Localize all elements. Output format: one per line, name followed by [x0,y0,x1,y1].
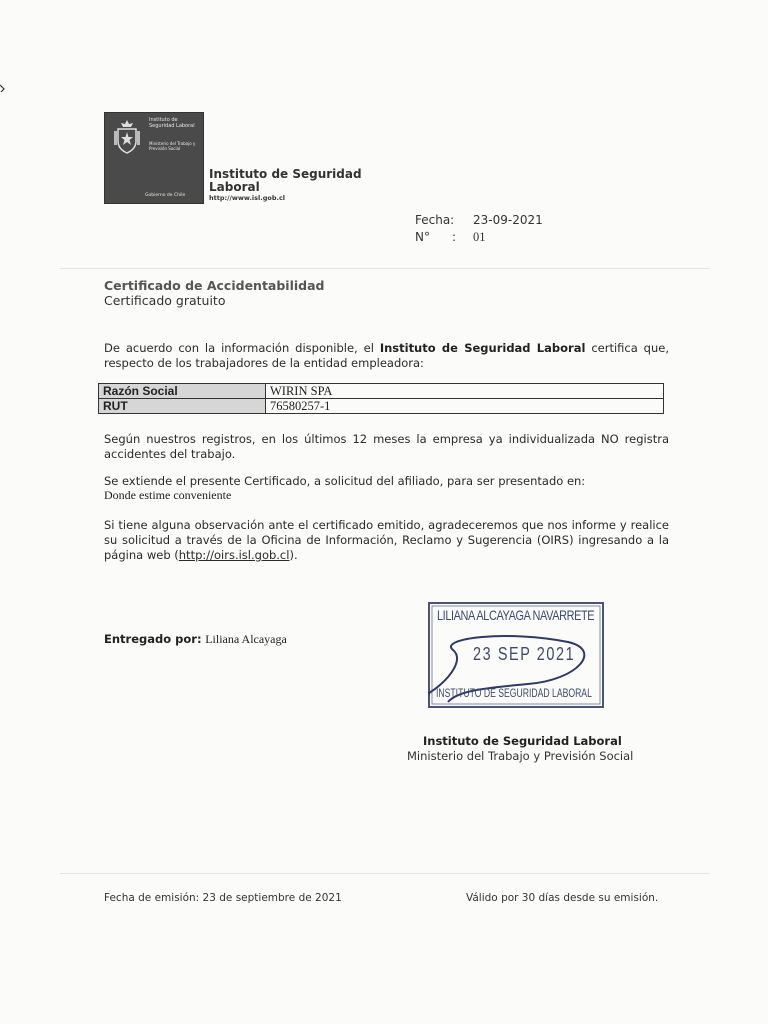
numero-sep: : [452,230,457,244]
signature-org: Instituto de Seguridad Laboral [423,734,622,748]
employer-table [98,383,664,414]
scan-mark [0,78,5,88]
logo-gobierno-text: Gobierno de Chile [145,193,186,198]
accident-statement: Según nuestros registros, en los últimos 12 meses la empresa ya individualizada NO registra accidentes del trabajo. [104,432,669,461]
razon-social-label: Razón Social [99,384,266,399]
extension-text: Se extiende el presente Certificado, a solicitud del afiliado, para ser presentado en: [104,474,586,488]
delivered-label: Entregado por: [104,632,202,646]
org-url[interactable]: http://www.isl.gob.cl [209,194,286,202]
divider [60,268,710,269]
intro-text-2: certifica que, respecto de los trabajadores de la entidad empleadora: [104,341,669,370]
observations-text-2: ). [289,548,298,562]
intro-text-1: De acuerdo con la información disponible, el [104,341,380,355]
logo-text: Instituto de Seguridad Laboral [149,117,195,129]
numero-value: 01 [473,230,486,244]
delivered-by [104,632,287,647]
fecha-value: 23-09-2021 [473,213,543,227]
destination-text: Donde estime conveniente [104,488,232,502]
rut-value: 76580257-1 [266,399,664,414]
intro-institution: Instituto de Seguridad Laboral [379,341,586,355]
coat-of-arms-icon [113,119,141,155]
emission-date: Fecha de emisión: 23 de septiembre de 2021 [104,892,342,904]
razon-social-value: WIRIN SPA [266,384,664,399]
certificate-subtitle: Certificado gratuito [104,293,226,308]
stamp-date: 23 SEP 2021 [473,644,576,664]
stamp-name: LILIANA ALCAYAGA NAVARRETE [437,607,595,623]
signature-ministry: Ministerio del Trabajo y Previsión Social [407,749,634,763]
logo-ministry-text: Ministerio del Trabajo y Previsión Social [149,141,196,151]
table-row [99,399,664,414]
rut-label: RUT [99,399,266,414]
table-row [99,384,664,399]
stamp-institution: INSTITUTO DE SEGURIDAD LABORAL [436,686,592,700]
observations-paragraph [104,518,669,563]
delivered-name: Liliana Alcayaga [205,632,287,646]
numero-label: N° [415,230,430,244]
certificate-title: Certificado de Accidentabilidad [104,278,325,293]
validity-text: Válido por 30 días desde su emisión. [466,892,659,904]
oirs-link[interactable]: http://oirs.isl.gob.cl [178,548,290,562]
org-name: Instituto de Seguridad Laboral [209,167,362,194]
footer-divider [60,873,710,874]
intro-paragraph [104,341,669,371]
official-stamp [428,602,604,708]
isl-logo [104,112,204,204]
fecha-label: Fecha: [415,213,455,227]
observations-text-1: Si tiene alguna observación ante el certificado emitido, agradeceremos que nos informe y realice su solicitud a través de la Oficina de Información, Reclamo y Sugerencia (OIRS) ingresando a la página web ( [104,518,669,562]
